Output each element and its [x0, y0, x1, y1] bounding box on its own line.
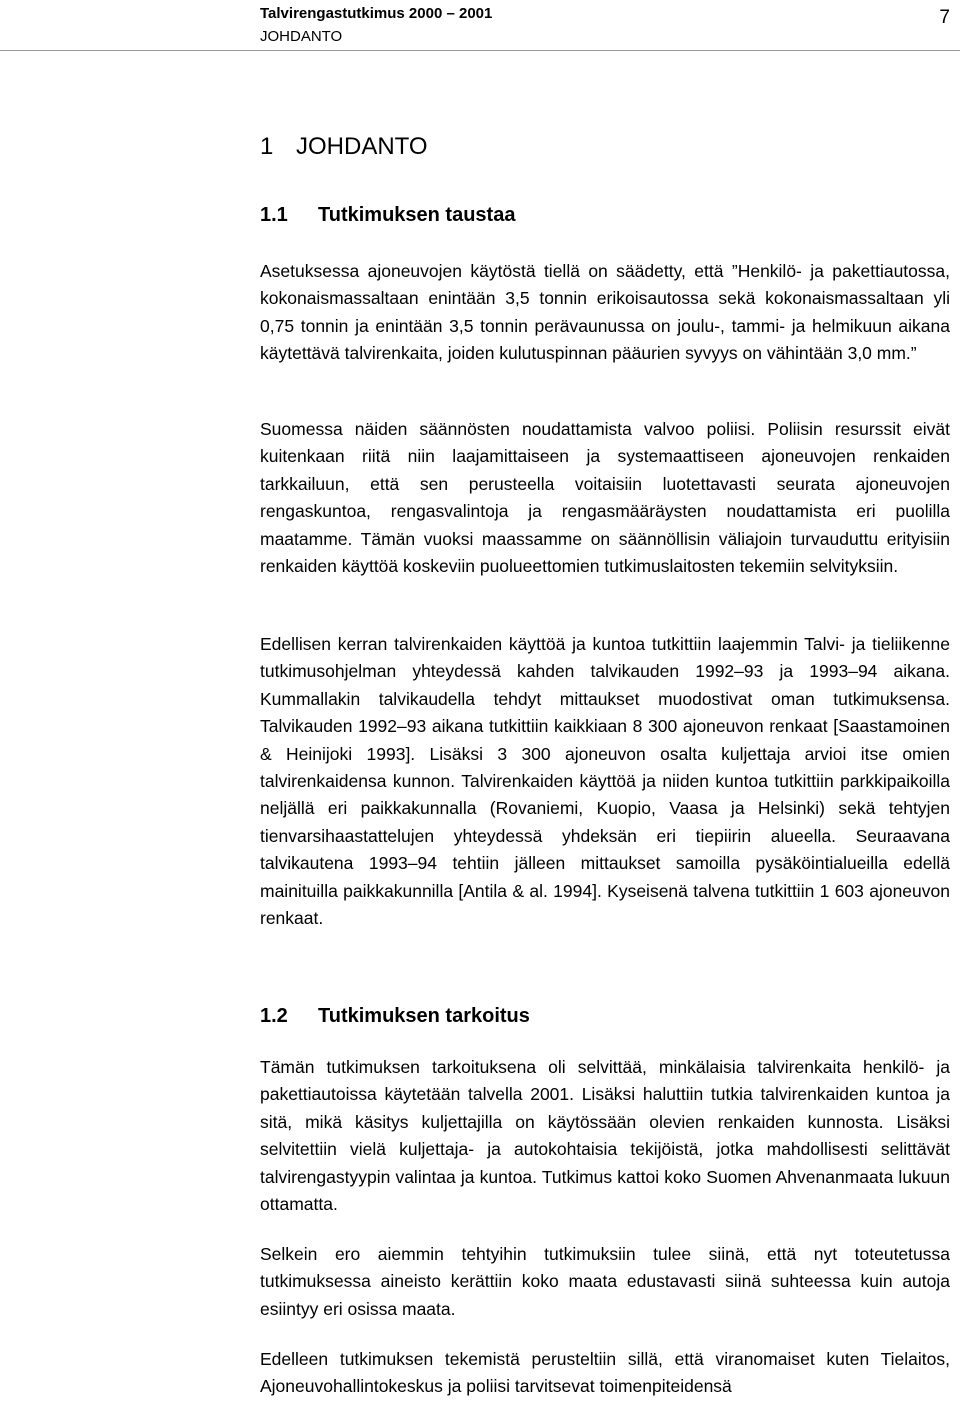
section-heading-1-1 — [260, 201, 515, 229]
section-number: 1.2 — [260, 1005, 288, 1027]
paragraph-decree-quote: Asetuksessa ajoneuvojen käytöstä tiellä on säädetty, että ”Henkilö- ja pakettiautossa, kokonaismassaltaan enintään 3,5 tonnin erikoisautossa sekä kokonaismassaltaan yli 0,75 tonnin ja enintään 3,5 tonnin perävaunussa on joulu-, tammi- ja helmikuun aikana käytettävä talvirenkaita, joiden kulutuspinnan pääurien syvyys on vähintään 3,0 mm.” — [260, 261, 950, 364]
running-header — [260, 4, 950, 52]
page-number: 7 — [939, 7, 950, 28]
chapter-title — [260, 131, 428, 163]
paragraph-study-purpose: Tämän tutkimuksen tarkoituksena oli selvittää, minkälaisia talvirenkaita henkilö- ja pakettiautoissa käytetään talvella 2001. Lisäksi haluttiin tutkia talvirenkaiden kuntoa ja sitä, mikä käsitys kuljettajilla on käytössään olevien renkaiden kunnosta. Lisäksi selvitettiin vielä kuljettaja- ja autokohtaisia tekijöistä, jotka mahdollisesti selittävät talvirengastyypin valintaa ja kuntoa. Tutkimus kattoi koko Suomen Ahvenanmaata lukuun ottamatta. — [260, 1057, 950, 1215]
header-divider — [0, 50, 960, 51]
paragraph-justification: Edelleen tutkimuksen tekemistä perusteltiin sillä, että viranomaiset kuten Tielaitos, Ajoneuvohallintokeskus ja poliisi tarvitsevat toimenpiteidensä — [260, 1349, 950, 1397]
section-title-text: Tutkimuksen tarkoitus — [318, 1005, 530, 1027]
header-section: JOHDANTO — [260, 28, 343, 45]
chapter-number: 1 — [260, 133, 274, 160]
paragraph-difference: Selkein ero aiemmin tehtyihin tutkimuksiin tulee siinä, että nyt toteutetussa tutkimuksessa aineisto kerättiin koko maata edustavasti siinä suhteessa kuin autoja esiintyy eri osissa maata. — [260, 1244, 950, 1319]
paragraph-previous-studies: Edellisen kerran talvirenkaiden käyttöä ja kuntoa tutkittiin laajemmin Talvi- ja tieliikenne tutkimusohjelman yhteydessä kahden talvikauden 1992–93 ja 1993–94 aikana. Kummallakin talvikaudella tehdyt mittaukset muodostivat oman tutkimuksensa. Talvikauden 1992–93 aikana tutkittiin kaikkiaan 8 300 ajoneuvon renkaat [Saastamoinen & Heinijoki 1993]. Lisäksi 3 300 ajoneuvon osalta kuljettaja arvioi itse omien talvirenkaidensa kunnon. Talvirenkaiden käyttöä ja niiden kuntoa tutkittiin parkkipaikoilla neljällä eri paikkakunnalla (Rovaniemi, Kuopio, Vaasa ja Helsinki) sekä tehtyjen tienvarsihaastattelujen yhteydessä yhdeksän eri tiepiirin alueella. Seuraavana talvikautena 1993–94 tehtiin jälleen mittaukset samoilla pysäköintialueilla edellä mainituilla paikkakunnilla [Antila & al. 1994]. Kyseisenä talvena tutkittiin 1 603 ajoneuvon renkaat. — [260, 634, 950, 929]
header-title: Talvirengastutkimus 2000 – 2001 — [260, 5, 493, 22]
section-heading-1-2 — [260, 1002, 530, 1030]
section-number: 1.1 — [260, 204, 288, 226]
paragraph-police-supervision: Suomessa näiden säännösten noudattamista valvoo poliisi. Poliisin resurssit eivät kuitenkaan riitä niin laajamittaiseen ja systemaattiseen ajoneuvojen renkaiden tarkkailuun, että sen perusteella voitaisiin luotettavasti seurata ajoneuvojen rengaskuntoa, rengasvalintoja ja rengasmääräysten noudattamista eri puolilla maatamme. Tämän vuoksi maassamme on säännöllisin väliajoin turvauduttu erityisiin renkaiden käyttöä koskeviin puolueettomien tutkimuslaitosten tekemiin selvityksiin. — [260, 419, 950, 577]
section-title-text: Tutkimuksen taustaa — [318, 204, 516, 226]
chapter-title-text: JOHDANTO — [296, 133, 428, 160]
